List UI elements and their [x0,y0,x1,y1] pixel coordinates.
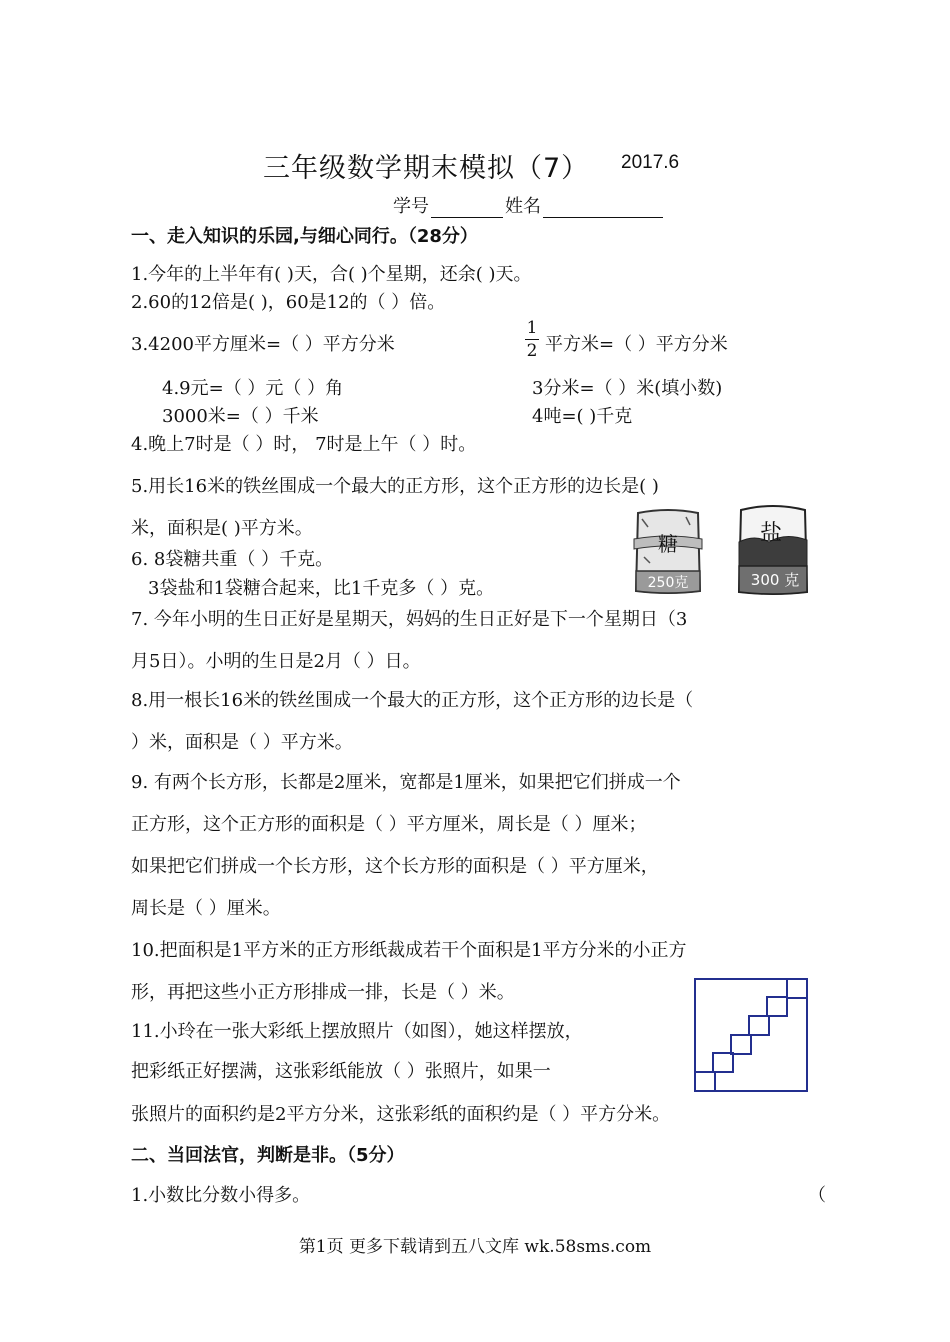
question-8-line-2: ）米，面积是（ ）平方米。 [131,732,353,753]
question-9-line-1: 9. 有两个长方形，长都是2厘米，宽都是1厘米，如果把它们拼成一个 [131,772,681,793]
question-6-line-2: 3袋盐和1袋糖合起来，比1千克多（ ）克。 [148,578,495,599]
question-10-line-1: 10.把面积是1平方米的正方形纸裁成若干个面积是1平方分米的小正方 [131,940,687,961]
question-7-line-2: 月5日）。小明的生日是2月（ ）日。 [131,651,421,672]
name-label: 姓名 [505,196,541,217]
student-info-line [393,192,663,218]
question-6-line-1: 6. 8袋糖共重（ ）千克。 [131,549,334,570]
student-id-blank[interactable] [431,201,503,218]
sugar-bag-image [628,505,708,597]
question-11-line-1: 11.小玲在一张大彩纸上摆放照片（如图），她这样摆放， [131,1021,583,1042]
question-9-line-2: 正方形，这个正方形的面积是（ ）平方厘米，周长是（ ）厘米； [131,814,647,835]
fraction-one-half [525,318,539,361]
sugar-weight: 250克 [647,575,689,591]
exam-date: 2017.6 [621,152,680,173]
name-blank[interactable] [543,201,663,218]
page-footer: 第1页 更多下载请到五八文库 wk.58sms.com [298,1237,652,1257]
photo-layout-diagram [693,977,811,1095]
salt-label: 盐 [759,521,783,546]
judge-answer-paren: （ [808,1185,826,1206]
question-5-line-2: 米，面积是( )平方米。 [131,518,313,539]
page-title: 三年级数学期末模拟（7） [263,153,590,184]
question-7-line-1: 7. 今年小明的生日正好是星期天，妈妈的生日正好是下一个星期日（3 [131,609,688,630]
question-9-line-4: 周长是（ ）厘米。 [131,898,281,919]
fraction-numerator: 1 [526,318,538,338]
salt-bag-image [733,502,813,598]
question-5-line-1: 5.用长16米的铁丝围成一个最大的正方形，这个正方形的边长是( ) [131,476,659,497]
question-8-line-1: 8.用一根长16米的铁丝围成一个最大的正方形，这个正方形的边长是（ [131,690,694,711]
question-2: 2.60的12倍是( )，60是12的（ ）倍。 [131,292,446,313]
question-3-yuan: 4.9元=（ ）元（ ）角 [162,378,344,399]
question-4: 4.晚上7时是（ ）时， 7时是上午（ ）时。 [131,434,477,455]
salt-weight: 300 克 [750,571,800,589]
question-9-line-3: 如果把它们拼成一个长方形，这个长方形的面积是（ ）平方厘米， [131,856,659,877]
question-3-meter: 3分米=（ ）米(填小数) [532,378,723,399]
section-2-heading: 二、当回法官，判断是非。（5分） [131,1145,405,1166]
fraction-denominator: 2 [526,341,538,361]
question-3-kg: 4吨=( )千克 [532,406,633,427]
question-1: 1.今年的上半年有( )天，合( )个星期，还余( )天。 [131,264,532,285]
section-1-heading: 一、走入知识的乐园,与细心同行。（28分） [131,226,478,247]
sugar-label: 糖 [658,532,678,556]
question-11-line-2: 把彩纸正好摆满，这张彩纸能放（ ）张照片，如果一 [131,1061,551,1082]
judge-question-1: 1.小数比分数小得多。 [131,1185,311,1206]
question-11-line-3: 张照片的面积约是2平方分米，这张彩纸的面积约是（ ）平方分米。 [131,1104,671,1125]
question-3-area-dm: 3.4200平方厘米=（ ）平方分米 [131,334,395,355]
student-id-label: 学号 [393,196,429,217]
question-3-km: 3000米=（ ）千米 [162,406,319,427]
question-3-area-m: 平方米=（ ）平方分米 [545,334,728,355]
question-10-line-2: 形，再把这些小正方形排成一排，长是（ ）米。 [131,982,515,1003]
